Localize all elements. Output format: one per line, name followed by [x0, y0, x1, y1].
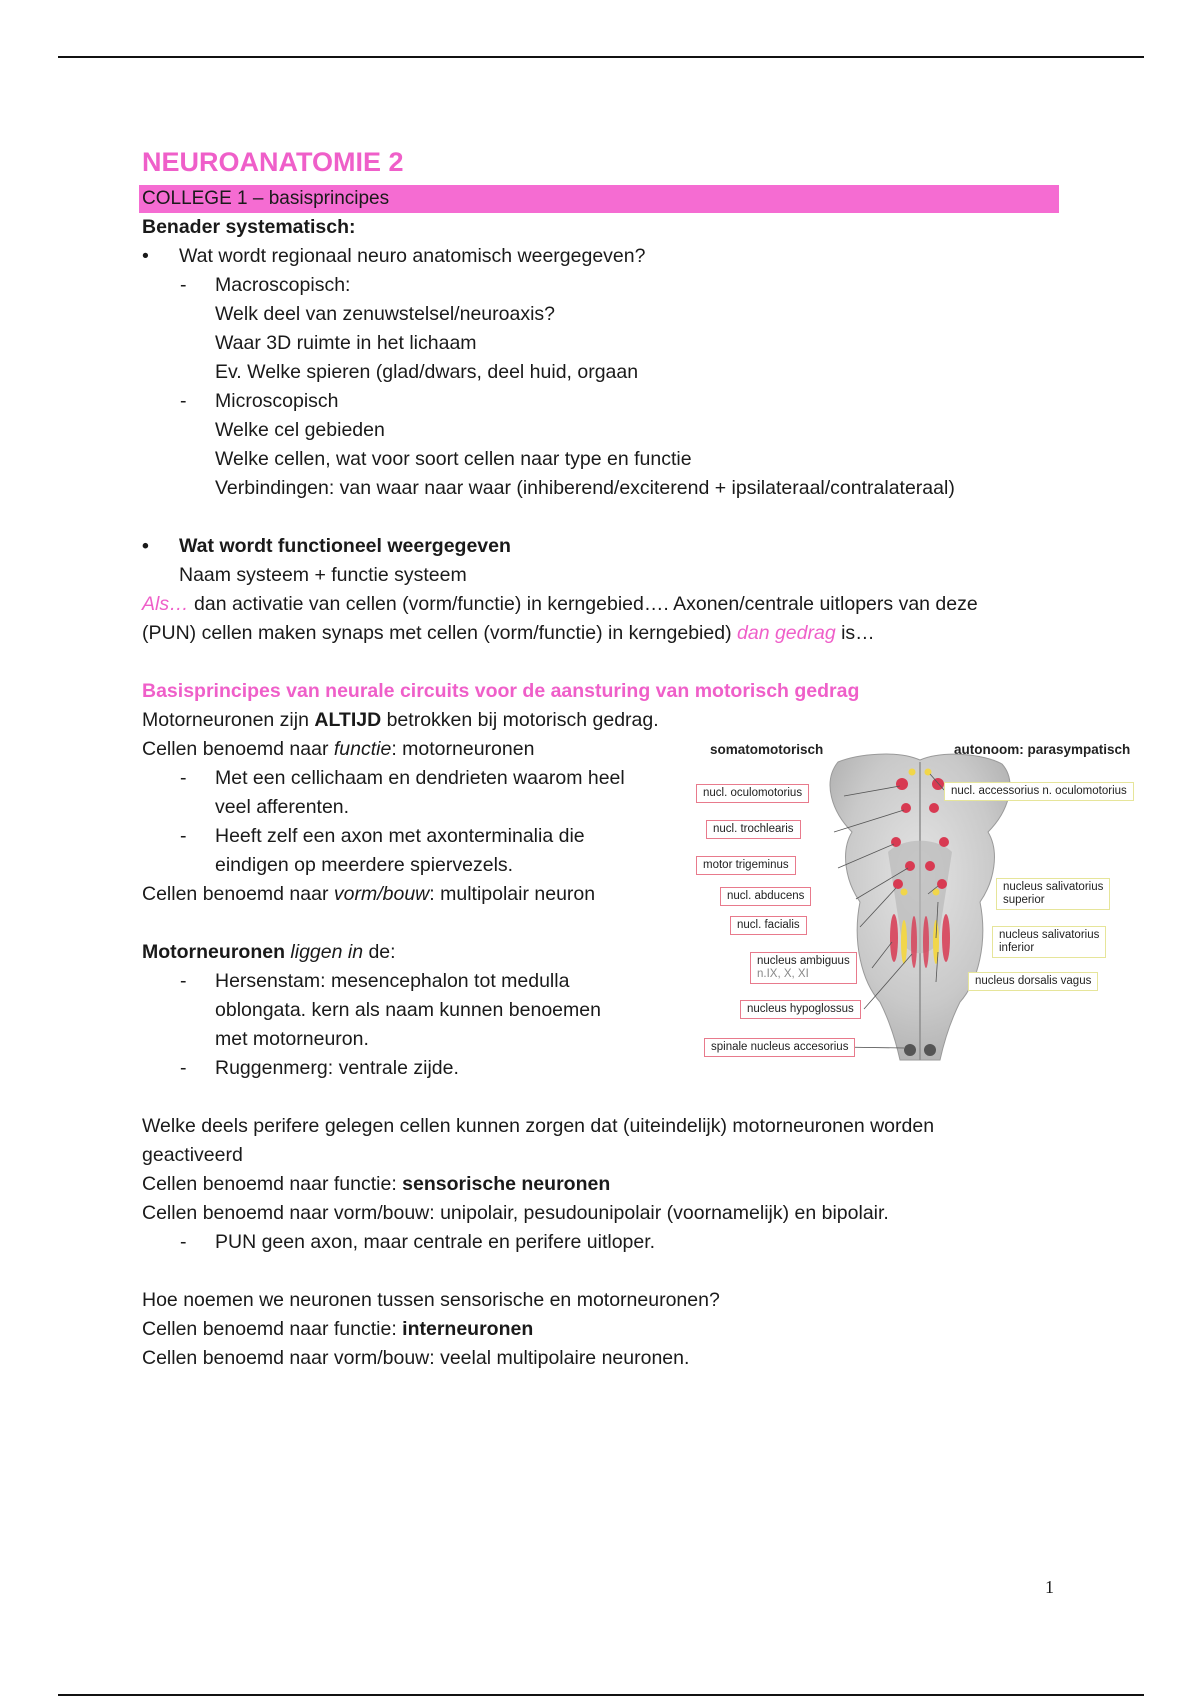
brainstem-figure — [688, 742, 1166, 1067]
nucleus-hypoglossus-right — [923, 916, 929, 968]
nucleus-trigeminus-left — [891, 837, 901, 847]
nucleus-abducens-right — [925, 861, 935, 871]
micro-line: Verbindingen: van waar naar waar (inhiberend/exciterend + ipsilateraal/contralateraal) — [215, 477, 955, 499]
label-abducens: nucl. abducens — [720, 887, 811, 906]
label-salivatorius-superior: nucleus salivatorius superior — [996, 878, 1110, 910]
nucleus-trochlearis-left — [901, 803, 911, 813]
micro-line: Welke cellen, wat voor soort cellen naar type en functie — [215, 448, 692, 470]
label-facialis: nucl. facialis — [730, 916, 807, 935]
sensory-l1: Welke deels perifere gelegen cellen kunnen zorgen dat (uiteindelijk) motorneuronen worden — [142, 1115, 935, 1137]
ruggenmerg-item: - Ruggenmerg: ventrale zijde. — [142, 1054, 662, 1083]
nucleus-oculomotorius-left — [896, 778, 908, 790]
inter-l1: Hoe noemen we neuronen tussen sensorische en motorneuronen? — [142, 1289, 720, 1311]
sensory-l2: geactiveerd — [142, 1144, 243, 1166]
dan-gedrag: dan gedrag — [737, 622, 836, 644]
als-line-2: (PUN) cellen maken synaps met cellen (vorm/functie) in kerngebied) dan gedrag is… — [142, 622, 875, 644]
sensory-l3: Cellen benoemd naar functie: sensorische neuronen — [142, 1173, 611, 1195]
inter-l3: Cellen benoemd naar vorm/bouw: veelal multipolaire neuronen. — [142, 1347, 690, 1369]
label-hypoglossus: nucleus hypoglossus — [740, 1000, 861, 1019]
label-accessorius-oculomotorius: nucl. accessorius n. oculomotorius — [944, 782, 1134, 801]
label-spinale-accesorius: spinale nucleus accesorius — [704, 1038, 855, 1057]
motor-dash-2: - Heeft zelf een axon met axonterminalia die eindigen op meerdere spiervezels. — [142, 822, 662, 880]
label-trochlearis: nucl. trochlearis — [706, 820, 801, 839]
benader-heading: Benader systematisch: — [142, 216, 356, 238]
nucleus-abducens-left — [905, 861, 915, 871]
nucleus-accessorius-left — [909, 769, 916, 776]
motor-p3: Cellen benoemd naar vorm/bouw: multipolair neuron — [142, 883, 596, 905]
label-dorsalis-vagus: nucleus dorsalis vagus — [968, 972, 1098, 991]
question-regional: • Wat wordt regionaal neuro anatomisch weergegeven? — [142, 242, 1062, 271]
label-salivatorius-inferior: nucleus salivatorius inferior — [992, 926, 1106, 958]
functional-sub: Naam systeem + functie systeem — [179, 564, 467, 586]
college-header: COLLEGE 1 – basisprincipes — [139, 185, 1059, 213]
question-functional: • Wat wordt functioneel weergegeven — [142, 532, 1062, 561]
hersenstam-item: - Hersenstam: mesencephalon tot medulla oblongata. kern als naam kunnen benoemen met motorneuron. — [142, 967, 662, 1054]
nucleus-trochlearis-right — [929, 803, 939, 813]
micro-label: - Microscopisch — [142, 387, 1062, 416]
sensory-dash: - PUN geen axon, maar centrale en perifere uitloper. — [142, 1228, 1062, 1257]
liggen-heading: Motorneuronen liggen in de: — [142, 941, 396, 963]
figure-heading-autonomic: autonoom: parasympatisch — [954, 742, 1131, 757]
figure-heading-somatomotor: somatomotorisch — [710, 742, 824, 757]
motor-p1: Motorneuronen zijn ALTIJD betrokken bij motorisch gedrag. — [142, 709, 659, 731]
nucleus-ambiguus-right — [942, 914, 950, 962]
macro-line: Ev. Welke spieren (glad/dwars, deel huid, orgaan — [215, 361, 639, 383]
page-title: NEUROANATOMIE 2 — [142, 147, 404, 177]
nucleus-trigeminus-right — [939, 837, 949, 847]
label-ambiguus: nucleus ambiguus n.IX, X, XI — [750, 952, 857, 984]
label-motor-trigeminus: motor trigeminus — [696, 856, 796, 875]
nucleus-dorsalis-vagus-left — [901, 920, 907, 964]
macro-label: - Macroscopisch: — [142, 271, 1062, 300]
nucleus-facialis-right — [937, 879, 947, 889]
nucleus-facialis-left — [893, 879, 903, 889]
macro-line: Welk deel van zenuwstelsel/neuroaxis? — [215, 303, 555, 325]
nucleus-salivatorius-sup — [901, 889, 908, 896]
nucleus-hypoglossus-left — [911, 916, 917, 968]
section-heading: Basisprincipes van neurale circuits voor de aansturing van motorisch gedrag — [142, 680, 860, 702]
label-oculomotorius: nucl. oculomotorius — [696, 784, 809, 803]
motor-dash-1: - Met een cellichaam en dendrieten waarom heel veel afferenten. — [142, 764, 662, 822]
sensory-l4: Cellen benoemd naar vorm/bouw: unipolair, pesudounipolair (voornamelijk) en bipolair. — [142, 1202, 889, 1224]
als-word: Als… — [142, 593, 189, 615]
als-line-1: Als… dan activatie van cellen (vorm/functie) in kerngebied…. Axonen/centrale uitlopers van deze — [142, 593, 978, 615]
micro-line: Welke cel gebieden — [215, 419, 385, 441]
nucleus-dorsalis-vagus-right — [933, 920, 939, 964]
nucleus-ambiguus-left — [890, 914, 898, 962]
page-number: 1 — [1045, 1577, 1054, 1597]
bottom-rule — [58, 1694, 1144, 1696]
inter-l2: Cellen benoemd naar functie: interneuronen — [142, 1318, 534, 1340]
macro-line: Waar 3D ruimte in het lichaam — [215, 332, 477, 354]
top-rule — [58, 56, 1144, 58]
motor-p2: Cellen benoemd naar functie: motorneuronen — [142, 738, 535, 760]
